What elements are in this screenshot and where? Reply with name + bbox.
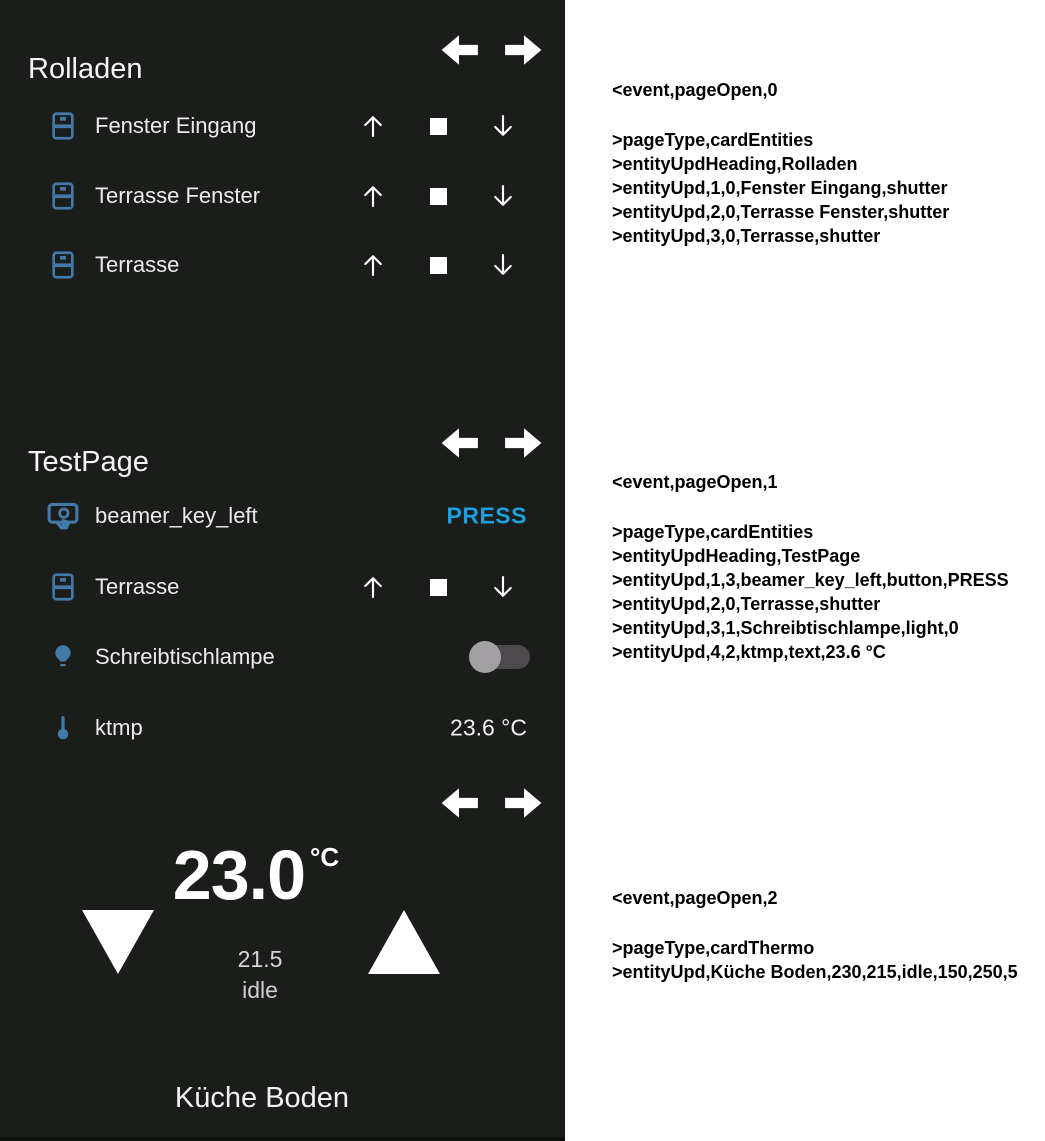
shutter-up-button[interactable] — [351, 565, 395, 609]
entity-label: Terrasse — [95, 574, 180, 599]
sensor-value: 23.6 °C — [450, 714, 527, 741]
entity-row — [0, 705, 565, 751]
log-line: >entityUpd,Küche Boden,230,215,idle,150,250,5 — [612, 962, 1018, 982]
window-shutter-icon — [46, 179, 80, 213]
thermometer-icon — [46, 711, 80, 745]
arrow-left-icon — [440, 426, 478, 460]
card-heading: Rolladen — [28, 52, 143, 85]
shutter-stop-button[interactable] — [416, 565, 460, 609]
stop-square-icon — [430, 118, 447, 135]
lightbulb-icon — [46, 640, 80, 674]
arrow-up-icon — [358, 181, 388, 211]
entity-label: Schreibtischlampe — [95, 644, 275, 669]
log-line: >entityUpd,2,0,Terrasse,shutter — [612, 594, 881, 614]
entity-row — [0, 564, 565, 610]
nav-prev-button[interactable] — [440, 786, 478, 820]
target-temperature: 21.5 — [237, 946, 283, 972]
window-shutter-icon — [46, 570, 80, 604]
nav-next-button[interactable] — [505, 786, 543, 820]
log-line: >entityUpd,3,0,Terrasse,shutter — [612, 226, 881, 246]
log-line: >pageType,cardThermo — [612, 938, 815, 958]
log-event-line: <event,pageOpen,0 — [612, 80, 778, 100]
arrow-down-icon — [488, 250, 518, 280]
log-line: >entityUpd,4,2,ktmp,text,23.6 °C — [612, 642, 886, 662]
shutter-down-button[interactable] — [481, 104, 525, 148]
nav-next-button[interactable] — [505, 33, 543, 67]
window-shutter-icon — [46, 109, 80, 143]
entity-label: Terrasse — [95, 252, 180, 277]
entity-label: ktmp — [95, 715, 143, 740]
arrow-right-icon — [505, 786, 543, 820]
arrow-left-icon — [440, 33, 478, 67]
press-button[interactable]: PRESS — [446, 502, 527, 529]
log-line: >entityUpdHeading,Rolladen — [612, 154, 858, 174]
stop-square-icon — [430, 257, 447, 274]
nav-prev-button[interactable] — [440, 33, 478, 67]
arrow-up-icon — [358, 111, 388, 141]
log-line: >pageType,cardEntities — [612, 522, 814, 542]
nav-next-button[interactable] — [505, 426, 543, 460]
current-temperature-value: 23.0 — [172, 836, 306, 914]
shutter-up-button[interactable] — [351, 174, 395, 218]
log-event-line: <event,pageOpen,2 — [612, 888, 778, 908]
entity-label: Terrasse Fenster — [95, 183, 261, 208]
log-block-page2 — [612, 886, 1018, 984]
log-line: >pageType,cardEntities — [612, 130, 814, 150]
stop-square-icon — [430, 188, 447, 205]
log-line: >entityUpdHeading,TestPage — [612, 546, 861, 566]
shutter-up-button[interactable] — [351, 104, 395, 148]
shutter-up-button[interactable] — [351, 243, 395, 287]
log-line: >entityUpd,1,3,beamer_key_left,button,PRESS — [612, 570, 1009, 590]
entity-row — [0, 103, 565, 149]
panel-bottom-edge — [0, 1137, 565, 1141]
entity-row — [0, 634, 565, 680]
hvac-state: idle — [242, 977, 278, 1003]
shutter-down-button[interactable] — [481, 565, 525, 609]
arrow-down-icon — [488, 572, 518, 602]
toggle-knob — [469, 641, 501, 673]
light-toggle[interactable] — [468, 640, 532, 674]
arrow-right-icon — [505, 33, 543, 67]
shutter-stop-button[interactable] — [416, 174, 460, 218]
log-line: >entityUpd,2,0,Terrasse Fenster,shutter — [612, 202, 950, 222]
shutter-down-button[interactable] — [481, 243, 525, 287]
log-event-line: <event,pageOpen,1 — [612, 472, 778, 492]
arrow-right-icon — [505, 426, 543, 460]
entity-row — [0, 173, 565, 219]
thermo-title: Küche Boden — [174, 1082, 350, 1114]
shutter-stop-button[interactable] — [416, 104, 460, 148]
gesture-tap-button-icon — [46, 499, 80, 533]
entity-row — [0, 242, 565, 288]
entity-label: beamer_key_left — [95, 503, 258, 528]
log-block-page1 — [612, 470, 1009, 664]
arrow-up-icon — [358, 250, 388, 280]
shutter-down-button[interactable] — [481, 174, 525, 218]
card-heading: TestPage — [28, 445, 149, 478]
arrow-down-icon — [488, 181, 518, 211]
arrow-up-icon — [358, 572, 388, 602]
shutter-stop-button[interactable] — [416, 243, 460, 287]
entity-row — [0, 493, 565, 539]
entity-label: Fenster Eingang — [95, 113, 257, 138]
log-line: >entityUpd,1,0,Fenster Eingang,shutter — [612, 178, 948, 198]
log-line: >entityUpd,3,1,Schreibtischlampe,light,0 — [612, 618, 959, 638]
current-temperature — [126, 836, 386, 914]
temperature-unit: °C — [310, 842, 340, 872]
arrow-left-icon — [440, 786, 478, 820]
arrow-down-icon — [488, 111, 518, 141]
window-shutter-icon — [46, 248, 80, 282]
stop-square-icon — [430, 579, 447, 596]
nav-prev-button[interactable] — [440, 426, 478, 460]
log-block-page0 — [612, 78, 949, 248]
